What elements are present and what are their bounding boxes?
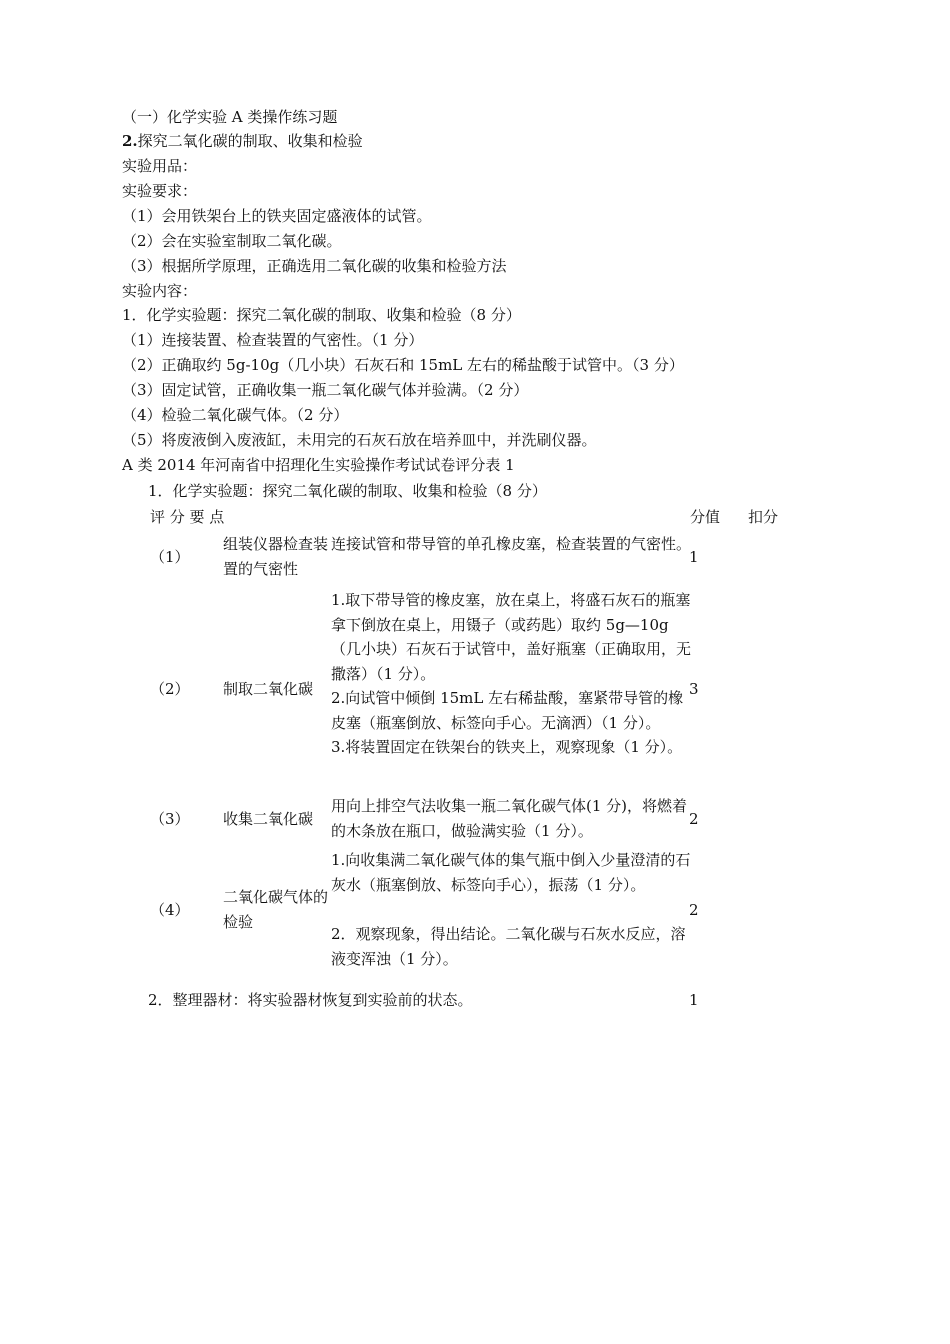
row-description: 连接试管和带导管的单孔橡皮塞，检查装置的气密性。 [331, 535, 692, 553]
row-name: 收集二氧化碳 [223, 810, 314, 828]
final-item: 2．整理器材：将实验器材恢复到实验前的状态。 [148, 991, 473, 1009]
content-item: （3）固定试管，正确收集一瓶二氧化碳气体并验满。（2 分） [122, 381, 529, 399]
content-item: （1）连接装置、检查装置的气密性。（1 分） [122, 331, 424, 349]
row-index: （1） [150, 548, 190, 566]
experiment-title-text: 探究二氧化碳的制取、收集和检验 [137, 132, 363, 150]
row-score: 2 [689, 901, 699, 919]
column-header-score: 分值 [690, 508, 721, 526]
requirement-item: （2）会在实验室制取二氧化碳。 [122, 232, 342, 250]
row-description-line: 2.向试管中倾倒 15mL 左右稀盐酸，塞紧带导管的橡皮塞（瓶塞倒放、标签向手心。无滴洒）（1 分）。 [331, 689, 684, 732]
row-description-line: 3.将装置固定在铁架台的铁夹上，观察现象（1 分）。 [331, 738, 683, 756]
content-item: （4）检验二氧化碳气体。（2 分） [122, 406, 349, 424]
requirements-label: 实验要求： [122, 182, 198, 200]
row-name: 制取二氧化碳 [223, 680, 314, 698]
row-name: 二氧化碳气体的检验 [223, 888, 329, 931]
scoresheet-heading: A 类 2014 年河南省中招理化生实验操作考试试卷评分表 1 [122, 456, 515, 474]
row-description-line: 1.向收集满二氧化碳气体的集气瓶中倒入少量澄清的石灰水（瓶塞倒放、标签向手心），振荡（1 分）。 [331, 851, 691, 894]
row-score: 3 [689, 680, 699, 698]
row-name: 组装仪器检查装置的气密性 [223, 535, 329, 578]
column-header-points: 评 分 要 点 [150, 508, 225, 526]
requirement-item: （3）根据所学原理，正确选用二氧化碳的收集和检验方法 [122, 257, 507, 275]
content-title: 1．化学实验题：探究二氧化碳的制取、收集和检验（8 分） [122, 306, 521, 324]
content-label: 实验内容： [122, 282, 198, 300]
scoresheet-subtitle: 1．化学实验题：探究二氧化碳的制取、收集和检验（8 分） [148, 482, 547, 500]
row-score: 1 [689, 548, 699, 566]
row-index: （3） [150, 810, 190, 828]
content-item: （2）正确取约 5g-10g（几小块）石灰石和 15mL 左右的稀盐酸于试管中。（3 分） [122, 356, 684, 374]
row-score: 2 [689, 810, 699, 828]
content-item: （5）将废液倒入废液缸，未用完的石灰石放在培养皿中，并洗刷仪器。 [122, 431, 597, 449]
section-heading: （一）化学实验 A 类操作练习题 [122, 108, 338, 126]
supplies-label: 实验用品： [122, 157, 198, 175]
row-description: 用向上排空气法收集一瓶二氧化碳气体(1 分)，将燃着的木条放在瓶口，做验满实验（1 分）。 [331, 797, 688, 840]
experiment-title [122, 129, 363, 153]
row-description-line: 1.取下带导管的橡皮塞，放在桌上，将盛石灰石的瓶塞拿下倒放在桌上，用镊子（或药匙）取约 5g—10g（几小块）石灰石于试管中，盖好瓶塞（正确取用，无撒落）（1 分）。 [331, 591, 692, 683]
experiment-title-number: 2. [122, 132, 138, 150]
final-score: 1 [689, 991, 699, 1009]
requirement-item: （1）会用铁架台上的铁夹固定盛液体的试管。 [122, 207, 432, 225]
row-description-line: 2．观察现象，得出结论。二氧化碳与石灰水反应，溶液变浑浊（1 分）。 [331, 925, 686, 968]
row-index: （4） [150, 901, 190, 919]
column-header-deduct: 扣分 [748, 508, 779, 526]
row-index: （2） [150, 680, 190, 698]
